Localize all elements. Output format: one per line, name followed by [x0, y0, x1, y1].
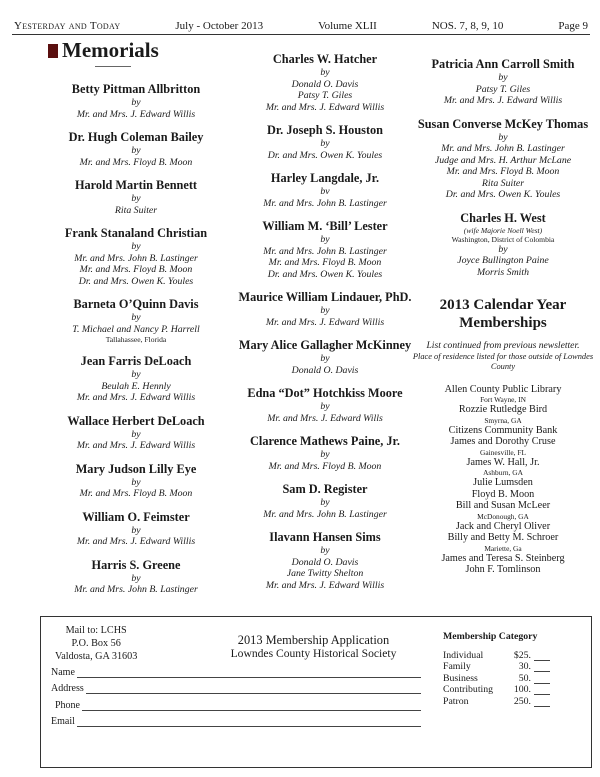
- mail-line: P.O. Box 56: [71, 638, 121, 649]
- calendar-residence-note: Place of residence listed for those outside of Lowndes County: [412, 351, 594, 371]
- memorial-by: by: [131, 572, 141, 584]
- memorial-entry: [236, 219, 414, 280]
- memorial-giver: Mr. and Mrs. John B. Lastinger: [441, 143, 565, 154]
- memorial-by: by: [320, 138, 330, 149]
- member-location: Gainesville, FL: [480, 447, 526, 457]
- memorial-by: by: [320, 305, 330, 316]
- memorial-giver: Mr. and Mrs. J. Edward Willis: [265, 316, 385, 328]
- memorial-name: William O. Feimster: [82, 509, 190, 524]
- member-name: Bill and Susan McLeer: [455, 500, 551, 511]
- memorial-by: by: [131, 145, 141, 156]
- memorial-by: by: [131, 428, 141, 440]
- memorial-name: Barneta O’Quinn Davis: [73, 297, 199, 311]
- memorial-by: by: [131, 476, 141, 488]
- category-price: 30.: [518, 661, 531, 673]
- memorial-entry: [48, 226, 224, 287]
- address-label: Address: [51, 683, 84, 694]
- memorial-entry: [236, 386, 414, 424]
- member-name: James W. Hall, Jr.: [466, 456, 540, 468]
- memorial-entry: [48, 297, 224, 344]
- email-line[interactable]: [77, 716, 421, 727]
- memorial-name: Dr. Hugh Coleman Bailey: [68, 130, 204, 144]
- form-subtitle: Lowndes County Historical Society: [230, 647, 397, 660]
- category-price: $25.: [513, 649, 531, 661]
- memorials-column-1: [48, 82, 224, 606]
- category-name: Individual: [443, 649, 484, 661]
- memorial-entry: [48, 414, 224, 452]
- memorial-giver: Mr. and Mrs. Floyd B. Moon: [268, 460, 382, 472]
- memorial-by: by: [320, 353, 330, 364]
- memorial-name: Sam D. Register: [282, 482, 368, 496]
- member-name: James and Dorothy Cruse: [450, 436, 556, 447]
- memorial-by: by: [498, 72, 508, 83]
- memorial-name: Patricia Ann Carroll Smith: [431, 57, 575, 71]
- member-name: John F. Tomlinson: [465, 564, 541, 575]
- memorial-entry: [408, 117, 598, 201]
- memorial-giver: Mr. and Mrs. John B. Lastinger: [74, 252, 198, 264]
- memorial-giver: Donald O. Davis: [291, 364, 359, 376]
- memorial-name: Dr. Joseph S. Houston: [266, 123, 384, 137]
- memorial-giver: Mr. and Mrs. Floyd B. Moon: [79, 264, 193, 275]
- memorial-giver: Patsy T. Giles: [475, 83, 531, 95]
- memorial-entry: [236, 290, 414, 328]
- memorial-entry: [48, 82, 224, 120]
- member-name: James and Teresa S. Steinberg: [441, 552, 565, 564]
- memorial-name: William M. ‘Bill’ Lester: [262, 219, 388, 233]
- memorial-by: by: [131, 241, 141, 252]
- memorial-by: by: [131, 524, 141, 536]
- member-location: McDonough, GA: [477, 511, 529, 521]
- category-price: 50.: [518, 672, 531, 684]
- memorial-giver: Mr. and Mrs. J. Edward Willis: [265, 101, 385, 113]
- category-row[interactable]: [443, 695, 583, 707]
- mail-line: Valdosta, GA 31603: [55, 651, 138, 662]
- memorial-name: Betty Pittman Allbritton: [71, 82, 201, 96]
- category-name: Business: [443, 672, 478, 684]
- memorial-giver: Morris Smith: [477, 266, 529, 278]
- members-list: [408, 384, 598, 576]
- category-blank[interactable]: [534, 697, 550, 707]
- memorial-giver: Mr. and Mrs. J. Edward Willis: [76, 108, 196, 120]
- memorial-by: by: [320, 497, 330, 508]
- memorial-giver: Mr. and Mrs. John B. Lastinger: [263, 245, 387, 257]
- membership-category: [443, 631, 583, 707]
- memorial-giver: Beulah E. Hennly: [101, 380, 171, 392]
- memorial-name: Harold Martin Bennett: [74, 178, 198, 192]
- memorial-name: Mary Judson Lilly Eye: [75, 461, 197, 476]
- memorial-by: by: [320, 67, 330, 78]
- category-row[interactable]: [443, 661, 583, 673]
- member-location: Mariette, Ga: [484, 543, 522, 553]
- category-blank[interactable]: [534, 685, 550, 695]
- category-price: 250.: [513, 695, 531, 707]
- memorial-giver: Mr. and Mrs. J. Edward Willis: [76, 536, 196, 547]
- memorials-column-2: [236, 52, 414, 601]
- memorials-heading: [48, 38, 159, 63]
- memorial-name: Maurice William Lindauer, PhD.: [238, 290, 412, 304]
- memorial-by: by: [498, 131, 508, 143]
- memorial-giver: Mr. and Mrs. John B. Lastinger: [263, 197, 387, 209]
- memorial-giver: Mr. and Mrs. Floyd B. Moon: [268, 257, 382, 268]
- memorial-giver: T. Michael and Nancy P. Harrell: [72, 323, 200, 335]
- email-field[interactable]: [51, 716, 421, 727]
- memorial-by: by: [320, 234, 330, 245]
- memorial-giver: Donald O. Davis: [291, 78, 359, 90]
- calendar-note: List continued from previous newsletter.: [426, 340, 580, 351]
- memorial-giver: Dr. and Mrs. Owen K. Youles: [267, 149, 383, 161]
- memorial-name: Clarence Mathews Paine, Jr.: [250, 434, 400, 448]
- memorial-name: Susan Converse McKey Thomas: [417, 116, 589, 131]
- category-name: Contributing: [443, 684, 494, 696]
- memorial-entry: [48, 130, 224, 168]
- memorial-giver: Mr. and Mrs. J. Edward Willis: [76, 392, 196, 403]
- address-line[interactable]: [86, 683, 421, 694]
- memorial-giver: Dr. and Mrs. Owen K. Youles: [78, 275, 194, 287]
- phone-label: Phone: [55, 700, 80, 711]
- memorial-name: Mary Alice Gallagher McKinney: [238, 338, 412, 352]
- memorial-entry: [48, 354, 224, 404]
- memorial-entry: [236, 123, 414, 161]
- memorial-giver: Joyce Bullington Paine: [457, 255, 549, 266]
- form-title: 2013 Membership Application: [237, 633, 390, 647]
- address-field[interactable]: [51, 683, 421, 694]
- memorial-by: by: [131, 312, 141, 323]
- header-rule: [12, 34, 590, 35]
- memorial-giver: Dr. and Mrs. Owen K. Youles: [445, 189, 561, 200]
- memorial-by: bv: [320, 186, 330, 197]
- memorial-entry: [236, 171, 414, 209]
- memorial-giver: Mr. and Mrs. Floyd B. Moon: [79, 488, 193, 499]
- name-field[interactable]: [51, 667, 421, 678]
- memorial-giver: Mr. and Mrs. Floyd B. Moon: [446, 166, 560, 177]
- memorial-giver: Jane Twitty Shelton: [286, 568, 364, 579]
- memorial-giver: Mr. and Mrs. J. Edward Wills: [267, 412, 383, 424]
- memorial-note: Tallahassee, Florida: [105, 335, 167, 344]
- memorial-entry: [236, 530, 414, 591]
- memorial-giver: Mr. and Mrs. Floyd B. Moon: [79, 156, 193, 168]
- publication-name: Yesterday and Today: [14, 20, 121, 32]
- memorial-entry: [236, 338, 414, 376]
- category-row[interactable]: [443, 672, 583, 684]
- member-name: Julie Lumsden: [473, 477, 533, 488]
- memorial-giver: Donald O. Davis: [291, 556, 359, 568]
- issue-numbers: NOS. 7, 8, 9, 10: [431, 20, 504, 32]
- heading-bullet-icon: [48, 44, 58, 58]
- issue-date: July - October 2013: [175, 20, 264, 32]
- category-row[interactable]: [443, 684, 583, 696]
- category-blank[interactable]: [534, 662, 550, 672]
- memorial-giver: Judge and Mrs. H. Arthur McLane: [434, 154, 572, 166]
- memorial-entry: [236, 52, 414, 113]
- memorial-by: by: [320, 545, 330, 556]
- member-name: Billy and Betty M. Schroer: [447, 532, 559, 543]
- category-blank[interactable]: [534, 651, 550, 661]
- member-name: Floyd B. Moon: [471, 488, 535, 500]
- memorial-entry: [48, 558, 224, 596]
- memorial-giver: Dr. and Mrs. Owen K. Youles: [267, 268, 383, 280]
- email-label: Email: [51, 716, 75, 727]
- memorial-entry: [408, 211, 598, 279]
- memorial-giver: Mr. and Mrs. John B. Lastinger: [263, 508, 387, 520]
- member-name: Rozzie Rutledge Bird: [458, 404, 548, 415]
- memorial-name: Edna “Dot” Hotchkiss Moore: [247, 386, 403, 400]
- category-blank[interactable]: [534, 674, 550, 684]
- memorial-entry: [408, 57, 598, 107]
- memorial-giver: Rita Suiter: [114, 204, 158, 216]
- member-name: Allen County Public Library: [444, 383, 562, 395]
- category-name: Family: [443, 661, 471, 673]
- memorial-entry: [48, 178, 224, 216]
- memorial-giver: Patsy T. Giles: [297, 90, 353, 101]
- mail-line: Mail to: LCHS: [65, 625, 127, 636]
- memorial-name: Frank Stanaland Christian: [64, 226, 208, 240]
- memorial-giver: Rita Suiter: [481, 177, 525, 189]
- name-label: Name: [51, 667, 75, 678]
- member-location: Ashburn, GA: [483, 468, 523, 477]
- memorial-name: Charles H. West: [460, 210, 546, 225]
- page-header: [14, 18, 588, 32]
- memorial-name: Charles W. Hatcher: [272, 52, 378, 66]
- memorial-by: by: [131, 97, 141, 108]
- memorial-giver: Mr. and Mrs. J. Edward Willis: [76, 440, 196, 451]
- volume: Volume XLII: [318, 20, 377, 32]
- phone-line[interactable]: [82, 700, 421, 711]
- memorial-name: Wallace Herbert DeLoach: [67, 413, 205, 428]
- memorial-name: Harris S. Greene: [91, 557, 181, 572]
- memorial-name: Harley Langdale, Jr.: [270, 171, 380, 185]
- category-price: 100.: [513, 684, 531, 696]
- membership-application-form: [40, 616, 592, 768]
- member-name: Citizens Community Bank: [448, 424, 558, 436]
- member-location: Fort Wayne, IN: [480, 395, 526, 404]
- category-title: Membership Category: [443, 631, 538, 642]
- memorial-by: by: [131, 369, 141, 380]
- memorial-entry: [236, 434, 414, 472]
- member-name: Jack and Cheryl Oliver: [455, 520, 551, 532]
- memorial-by: by: [320, 401, 330, 412]
- memorial-subnote: (wife Majorie Noell West): [463, 225, 543, 235]
- member-location: Smyrna, GA: [484, 415, 522, 425]
- memorial-entry: [48, 462, 224, 500]
- memorials-title: Memorials: [62, 38, 159, 62]
- calendar-memberships-title: 2013 Calendar Year Memberships: [439, 297, 567, 331]
- phone-field[interactable]: [55, 700, 421, 711]
- memorial-giver: Mr. and Mrs. J. Edward Willis: [443, 95, 563, 106]
- memorial-giver: Mr. and Mrs. John B. Lastinger: [74, 584, 198, 595]
- memorials-column-3: [408, 57, 598, 576]
- mail-to-address: [55, 624, 137, 663]
- memorial-by: by: [320, 449, 330, 460]
- page-number: Page 9: [558, 20, 588, 32]
- column-3-entries: [408, 57, 598, 201]
- memorial-entry: [48, 510, 224, 548]
- memorial-entry: [236, 482, 414, 520]
- name-line[interactable]: [77, 667, 421, 678]
- category-row[interactable]: [443, 649, 583, 661]
- memorial-by: by: [498, 243, 508, 255]
- memorial-name: Ilavann Hansen Sims: [269, 530, 381, 544]
- memorial-by: by: [131, 193, 141, 204]
- memorial-giver: Mr. and Mrs. J. Edward Willis: [265, 579, 385, 591]
- title-rule: [95, 66, 131, 67]
- memorial-name: Jean Farris DeLoach: [80, 354, 192, 368]
- category-rows: [443, 649, 583, 707]
- memorial-location: Washington, District of Colombia: [451, 234, 555, 244]
- category-name: Patron: [443, 695, 469, 707]
